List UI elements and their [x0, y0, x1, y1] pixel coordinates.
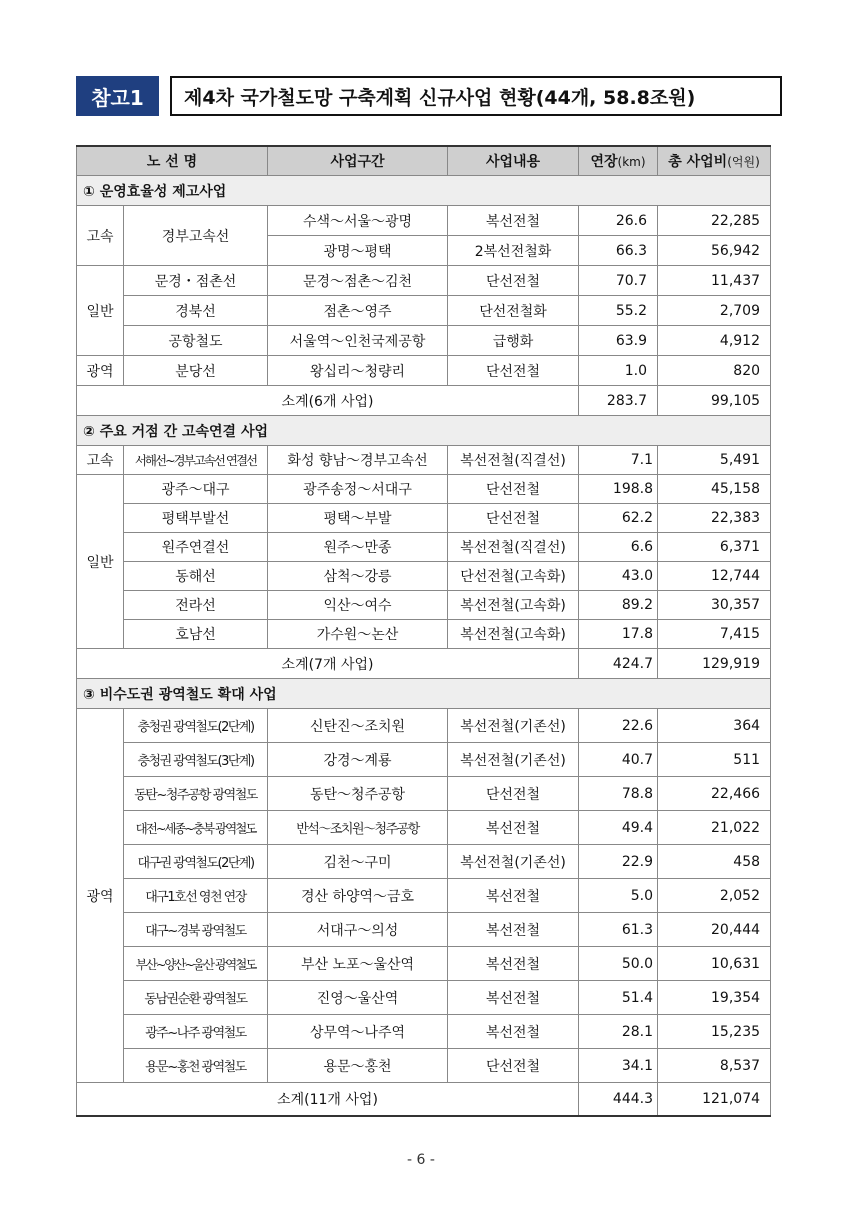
table-row: [77, 777, 771, 811]
subtotal-row: [77, 1083, 771, 1116]
cost-cell: 511: [658, 743, 771, 777]
content-cell: 단선전철(고속화): [448, 562, 579, 591]
content-cell: 복선전철: [448, 981, 579, 1015]
subtotal-cost: 121,074: [658, 1083, 771, 1116]
section-cell: 부산 노포～울산역: [268, 947, 448, 981]
route-cell: 광주~나주 광역철도: [124, 1015, 268, 1049]
length-cell: 26.6: [579, 206, 658, 236]
length-cell: 1.0: [579, 356, 658, 386]
length-cell: 34.1: [579, 1049, 658, 1083]
content-cell: 복선전철: [448, 947, 579, 981]
page-heading: [76, 76, 770, 116]
length-cell: 22.6: [579, 709, 658, 743]
category-cell: 광역: [77, 356, 124, 386]
subtotal-length: 283.7: [579, 386, 658, 416]
length-cell: 43.0: [579, 562, 658, 591]
subtotal-label: 소계(7개 사업): [77, 649, 579, 679]
cost-cell: 22,466: [658, 777, 771, 811]
header-cost: [658, 146, 771, 176]
content-cell: 복선전철(기존선): [448, 709, 579, 743]
table-row: [77, 811, 771, 845]
length-cell: 198.8: [579, 475, 658, 504]
length-cell: 89.2: [579, 591, 658, 620]
cost-cell: 30,357: [658, 591, 771, 620]
route-cell: 공항철도: [124, 326, 268, 356]
route-cell: 경부고속선: [124, 206, 268, 266]
content-cell: 단선전철화: [448, 296, 579, 326]
section-cell: 광주송정～서대구: [268, 475, 448, 504]
table-row: [77, 1049, 771, 1083]
route-cell: 동해선: [124, 562, 268, 591]
cost-cell: 22,383: [658, 504, 771, 533]
content-cell: 복선전철: [448, 811, 579, 845]
section-cell: 신탄진～조치원: [268, 709, 448, 743]
content-cell: 급행화: [448, 326, 579, 356]
section-cell: 익산～여수: [268, 591, 448, 620]
route-cell: 문경・점촌선: [124, 266, 268, 296]
content-cell: 2복선전철화: [448, 236, 579, 266]
length-cell: 70.7: [579, 266, 658, 296]
length-cell: 66.3: [579, 236, 658, 266]
length-cell: 17.8: [579, 620, 658, 649]
section-cell: 반석～조치원～청주공항: [268, 811, 448, 845]
table-row: [77, 504, 771, 533]
header-route: 노 선 명: [77, 146, 268, 176]
header-cost-unit: (억원): [727, 155, 760, 169]
section-title: ③ 비수도권 광역철도 확대 사업: [77, 679, 771, 709]
table-row: [77, 591, 771, 620]
length-cell: 50.0: [579, 947, 658, 981]
length-cell: 51.4: [579, 981, 658, 1015]
content-cell: 단선전철: [448, 1049, 579, 1083]
section-cell: 강경～계룡: [268, 743, 448, 777]
route-cell: 동탄~청주공항 광역철도: [124, 777, 268, 811]
cost-cell: 19,354: [658, 981, 771, 1015]
subtotal-row: [77, 386, 771, 416]
table-row: [77, 446, 771, 475]
content-cell: 복선전철(직결선): [448, 446, 579, 475]
section-cell: 원주～만종: [268, 533, 448, 562]
content-cell: 단선전철: [448, 266, 579, 296]
length-cell: 28.1: [579, 1015, 658, 1049]
cost-cell: 15,235: [658, 1015, 771, 1049]
content-cell: 복선전철(고속화): [448, 620, 579, 649]
route-cell: 부산~양산~울산 광역철도: [124, 947, 268, 981]
table-row: [77, 981, 771, 1015]
section-cell: 서대구～의성: [268, 913, 448, 947]
category-cell: 고속: [77, 446, 124, 475]
cost-cell: 12,744: [658, 562, 771, 591]
header-length-label: 연장: [590, 154, 618, 170]
route-cell: 경북선: [124, 296, 268, 326]
table-row: [77, 206, 771, 236]
section-cell: 문경～점촌～김천: [268, 266, 448, 296]
section-cell: 광명～평택: [268, 236, 448, 266]
page-title: 제4차 국가철도망 구축계획 신규사업 현황(44개, 58.8조원): [170, 76, 782, 116]
content-cell: 복선전철(기존선): [448, 845, 579, 879]
table-row: [77, 562, 771, 591]
section-cell: 점촌～영주: [268, 296, 448, 326]
subtotal-row: [77, 649, 771, 679]
table-header-row: [77, 146, 771, 176]
content-cell: 복선전철(직결선): [448, 533, 579, 562]
section-cell: 용문～홍천: [268, 1049, 448, 1083]
route-cell: 광주～대구: [124, 475, 268, 504]
table-row: [77, 356, 771, 386]
length-cell: 55.2: [579, 296, 658, 326]
cost-cell: 11,437: [658, 266, 771, 296]
content-cell: 복선전철: [448, 1015, 579, 1049]
route-cell: 충청권 광역철도(3단계): [124, 743, 268, 777]
header-length: [579, 146, 658, 176]
route-cell: 분당선: [124, 356, 268, 386]
category-cell: 일반: [77, 475, 124, 649]
table-row: [77, 879, 771, 913]
section-cell: 김천～구미: [268, 845, 448, 879]
cost-cell: 4,912: [658, 326, 771, 356]
cost-cell: 8,537: [658, 1049, 771, 1083]
table-row: [77, 947, 771, 981]
section-cell: 평택～부발: [268, 504, 448, 533]
section-title-row: [77, 416, 771, 446]
table-row: [77, 296, 771, 326]
route-cell: 호남선: [124, 620, 268, 649]
cost-cell: 10,631: [658, 947, 771, 981]
section-cell: 왕십리～청량리: [268, 356, 448, 386]
section-title: ② 주요 거점 간 고속연결 사업: [77, 416, 771, 446]
content-cell: 복선전철(기존선): [448, 743, 579, 777]
subtotal-length: 424.7: [579, 649, 658, 679]
section-cell: 경산 하양역～금호: [268, 879, 448, 913]
subtotal-cost: 99,105: [658, 386, 771, 416]
content-cell: 단선전철: [448, 777, 579, 811]
route-cell: 서해선~경부고속선 연결선: [124, 446, 268, 475]
header-cost-label: 총 사업비: [668, 154, 728, 170]
subtotal-cost: 129,919: [658, 649, 771, 679]
length-cell: 61.3: [579, 913, 658, 947]
route-cell: 평택부발선: [124, 504, 268, 533]
table-row: [77, 533, 771, 562]
route-cell: 원주연결선: [124, 533, 268, 562]
content-cell: 복선전철: [448, 206, 579, 236]
section-title-row: [77, 679, 771, 709]
length-cell: 5.0: [579, 879, 658, 913]
section-title-row: [77, 176, 771, 206]
cost-cell: 22,285: [658, 206, 771, 236]
content-cell: 단선전철: [448, 475, 579, 504]
content-cell: 복선전철: [448, 879, 579, 913]
content-cell: 복선전철: [448, 913, 579, 947]
page-number: - 6 -: [407, 1152, 435, 1168]
length-cell: 78.8: [579, 777, 658, 811]
route-cell: 대구1호선 영천 연장: [124, 879, 268, 913]
section-title: ① 운영효율성 제고사업: [77, 176, 771, 206]
section-cell: 화성 향남～경부고속선: [268, 446, 448, 475]
route-cell: 대전~세종~충북 광역철도: [124, 811, 268, 845]
table-row: [77, 845, 771, 879]
route-cell: 대구권 광역철도(2단계): [124, 845, 268, 879]
section-cell: 동탄～청주공항: [268, 777, 448, 811]
header-section: 사업구간: [268, 146, 448, 176]
cost-cell: 2,709: [658, 296, 771, 326]
table-row: [77, 326, 771, 356]
section-cell: 상무역～나주역: [268, 1015, 448, 1049]
length-cell: 40.7: [579, 743, 658, 777]
cost-cell: 458: [658, 845, 771, 879]
table-row: [77, 743, 771, 777]
cost-cell: 45,158: [658, 475, 771, 504]
content-cell: 복선전철(고속화): [448, 591, 579, 620]
reference-badge: 참고1: [76, 76, 159, 116]
subtotal-label: 소계(6개 사업): [77, 386, 579, 416]
section-cell: 가수원～논산: [268, 620, 448, 649]
cost-cell: 7,415: [658, 620, 771, 649]
cost-cell: 6,371: [658, 533, 771, 562]
length-cell: 63.9: [579, 326, 658, 356]
section-cell: 삼척～강릉: [268, 562, 448, 591]
category-cell: 일반: [77, 266, 124, 356]
table-row: [77, 709, 771, 743]
cost-cell: 21,022: [658, 811, 771, 845]
cost-cell: 364: [658, 709, 771, 743]
route-cell: 대구~경북 광역철도: [124, 913, 268, 947]
header-content: 사업내용: [448, 146, 579, 176]
route-cell: 동남권순환 광역철도: [124, 981, 268, 1015]
length-cell: 6.6: [579, 533, 658, 562]
section-cell: 수색～서울～광명: [268, 206, 448, 236]
cost-cell: 820: [658, 356, 771, 386]
cost-cell: 56,942: [658, 236, 771, 266]
cost-cell: 5,491: [658, 446, 771, 475]
length-cell: 62.2: [579, 504, 658, 533]
cost-cell: 20,444: [658, 913, 771, 947]
category-cell: 고속: [77, 206, 124, 266]
route-cell: 전라선: [124, 591, 268, 620]
route-cell: 충청권 광역철도(2단계): [124, 709, 268, 743]
project-table: [76, 145, 771, 1117]
section-cell: 진영～울산역: [268, 981, 448, 1015]
header-length-unit: (km): [617, 155, 646, 169]
table-row: [77, 266, 771, 296]
table-row: [77, 913, 771, 947]
content-cell: 단선전철: [448, 504, 579, 533]
subtotal-length: 444.3: [579, 1083, 658, 1116]
table-row: [77, 475, 771, 504]
length-cell: 49.4: [579, 811, 658, 845]
table-row: [77, 620, 771, 649]
length-cell: 7.1: [579, 446, 658, 475]
table-row: [77, 1015, 771, 1049]
length-cell: 22.9: [579, 845, 658, 879]
content-cell: 단선전철: [448, 356, 579, 386]
section-cell: 서울역～인천국제공항: [268, 326, 448, 356]
cost-cell: 2,052: [658, 879, 771, 913]
category-cell: 광역: [77, 709, 124, 1083]
subtotal-label: 소계(11개 사업): [77, 1083, 579, 1116]
route-cell: 용문~홍천 광역철도: [124, 1049, 268, 1083]
